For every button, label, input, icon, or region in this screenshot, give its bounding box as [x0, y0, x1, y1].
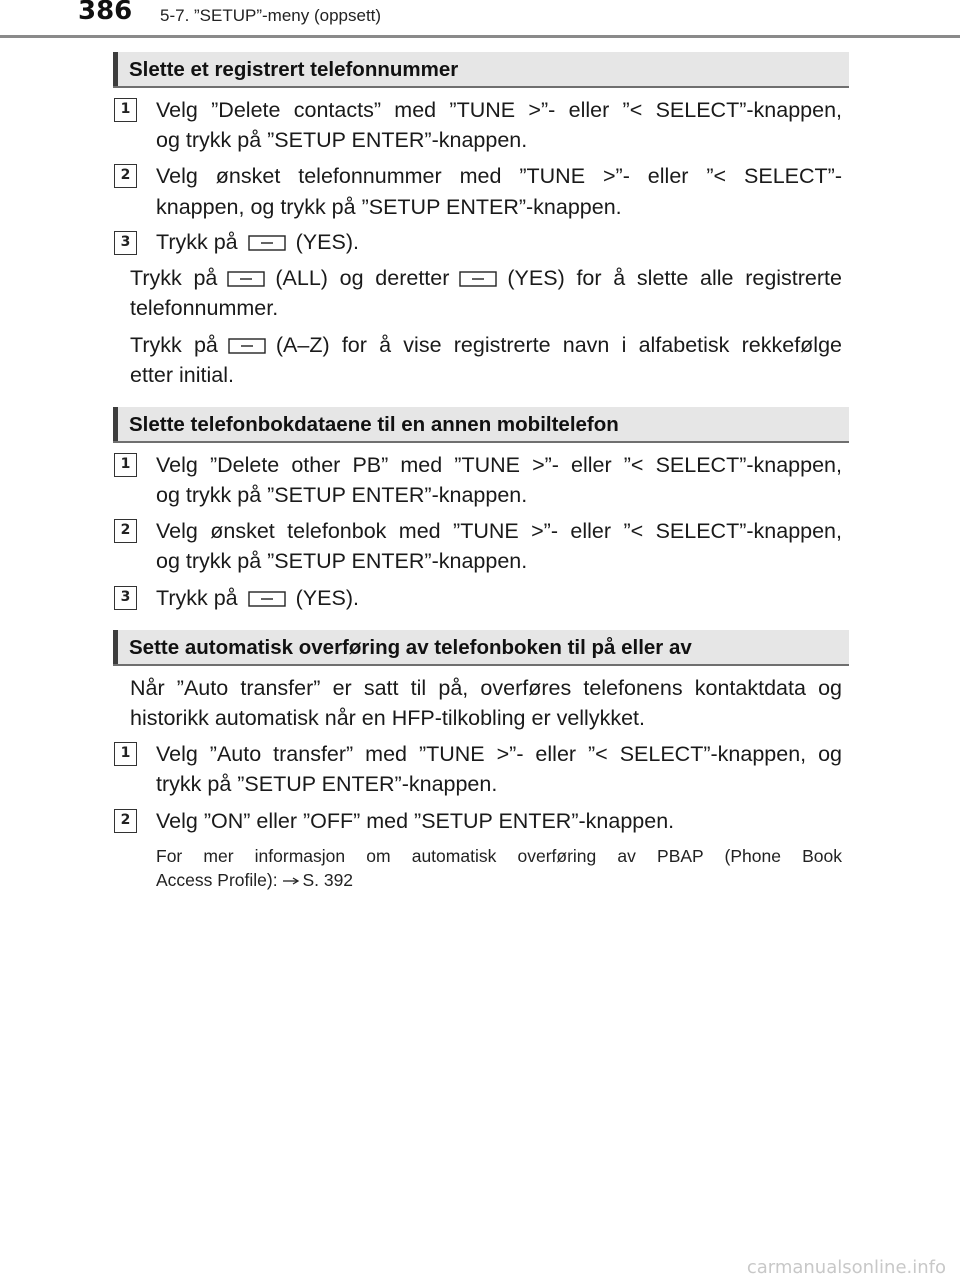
- section-heading-delete-number: [113, 52, 849, 88]
- section-heading-delete-phonebook: [113, 407, 849, 443]
- header-rule: [0, 35, 960, 38]
- paragraph-segment: (A–Z) for å vise registrerte navn i alfabetisk rekkefølge: [275, 333, 842, 357]
- note-text: For mer informasjon om automatisk overføring av PBAP (Phone Book: [156, 846, 842, 866]
- note-text-pre: Access Profile):: [156, 870, 278, 890]
- step-text-pre: Trykk på: [156, 586, 238, 610]
- step-number-badge: 3: [114, 586, 137, 610]
- step-text: Velg ønsket telefonbok med ”TUNE >”- eller ”< SELECT”-knappen,: [156, 519, 842, 543]
- page-reference-link[interactable]: S. 392: [302, 870, 354, 890]
- paragraph-segment: Trykk på: [130, 266, 218, 290]
- note-text: [156, 869, 353, 891]
- step-text: og trykk på ”SETUP ENTER”-knappen.: [156, 549, 528, 573]
- paragraph-segment: (ALL) og deretter: [275, 266, 450, 290]
- step-number-badge: 1: [114, 742, 137, 766]
- step-text: [156, 584, 359, 612]
- paragraph-segment: Trykk på: [130, 333, 218, 357]
- heading-accent: [113, 407, 118, 441]
- paragraph-segment: (YES) for å slette alle registrerte: [507, 266, 842, 290]
- step-text: Velg ”Delete contacts” med ”TUNE >”- eller ”< SELECT”-knappen,: [156, 98, 842, 122]
- screen-button-icon: [227, 270, 265, 288]
- step-text-pre: Trykk på: [156, 230, 238, 254]
- paragraph-text: [130, 331, 842, 359]
- page-number: 386: [78, 0, 133, 26]
- step-number-badge: 1: [114, 98, 137, 122]
- watermark: carmanualsonline.info: [746, 1257, 946, 1278]
- section-title: Slette et registrert telefonnummer: [129, 58, 459, 81]
- step-number-badge: 2: [114, 519, 137, 543]
- paragraph-text: telefonnummer.: [130, 296, 279, 320]
- step-text: Velg ”ON” eller ”OFF” med ”SETUP ENTER”-knappen.: [156, 809, 675, 833]
- step-number-badge: 3: [114, 231, 137, 255]
- screen-button-icon: [248, 234, 286, 252]
- screen-button-icon: [459, 270, 497, 288]
- heading-accent: [113, 630, 118, 664]
- step-text-post: (YES).: [295, 230, 359, 254]
- paragraph-text: historikk automatisk når en HFP-tilkobling er vellykket.: [130, 706, 645, 730]
- section-path: 5-7. ”SETUP”-meny (oppsett): [160, 6, 382, 25]
- step-text: [156, 228, 359, 256]
- step-text: og trykk på ”SETUP ENTER”-knappen.: [156, 128, 528, 152]
- section-title: Sette automatisk overføring av telefonboken til på eller av: [129, 636, 692, 659]
- step-text: Velg ”Auto transfer” med ”TUNE >”- eller ”< SELECT”-knappen, og: [156, 742, 842, 766]
- paragraph-text: etter initial.: [130, 363, 234, 387]
- paragraph-text: Når ”Auto transfer” er satt til på, overføres telefonens kontaktdata og: [130, 676, 842, 700]
- arrow-right-icon: [282, 876, 300, 886]
- step-text: knappen, og trykk på ”SETUP ENTER”-knappen.: [156, 195, 622, 219]
- step-text: Velg ønsket telefonnummer med ”TUNE >”- eller ”< SELECT”-: [156, 164, 842, 188]
- paragraph-text: [130, 264, 842, 292]
- section-heading-auto-transfer: [113, 630, 849, 666]
- step-number-badge: 2: [114, 809, 137, 833]
- step-text: og trykk på ”SETUP ENTER”-knappen.: [156, 483, 528, 507]
- step-text: trykk på ”SETUP ENTER”-knappen.: [156, 772, 498, 796]
- page-header: [0, 0, 960, 40]
- step-text: Velg ”Delete other PB” med ”TUNE >”- eller ”< SELECT”-knappen,: [156, 453, 842, 477]
- screen-button-icon: [228, 337, 266, 355]
- screen-button-icon: [248, 590, 286, 608]
- heading-accent: [113, 52, 118, 86]
- step-number-badge: 2: [114, 164, 137, 188]
- section-title: Slette telefonbokdataene til en annen mobiltelefon: [129, 413, 619, 436]
- step-text-post: (YES).: [295, 586, 359, 610]
- step-number-badge: 1: [114, 453, 137, 477]
